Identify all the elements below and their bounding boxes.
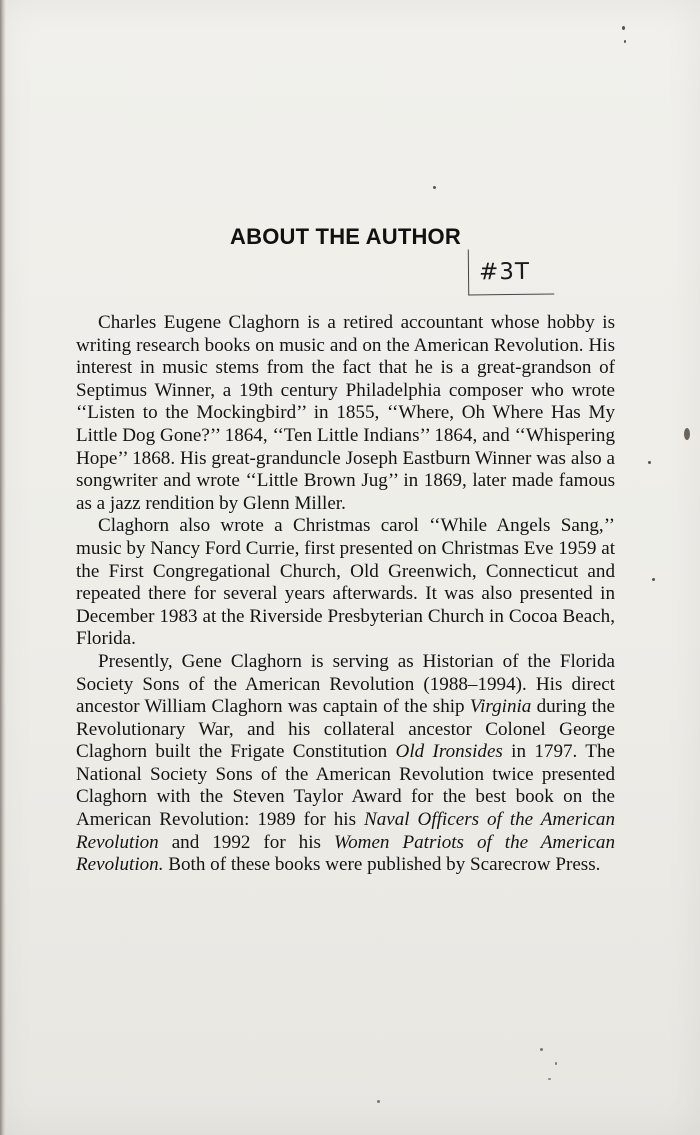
paper-speck	[433, 186, 436, 189]
paper-speck	[540, 1048, 543, 1051]
paper-speck	[377, 1100, 380, 1103]
paper-speck	[548, 1078, 551, 1080]
bio-paragraph-2: Claghorn also wrote a Christmas carol ‘‘While Angels Sang,’’ music by Nancy Ford Currie, first presented on Christmas Eve 1959 at the First Congregational Church, Old Greenwich, Connecticut and repeated there for several years afterwards. It was also presented in December 1983 at the Riverside Presbyterian Church in Cocoa Beach, Florida.	[76, 515, 615, 650]
paper-speck	[652, 578, 655, 581]
book-title-naval-officers: Naval Officers of the American Revolution	[76, 809, 615, 853]
bio-p3-text-b: during the Revolutionary War, and his collateral ancestor Colonel George Claghorn built the Frigate Constitution	[76, 696, 615, 763]
bio-p3-text-d: and 1992 for his	[158, 831, 334, 853]
paper-speck	[624, 40, 626, 43]
page-edge-shadow	[0, 0, 6, 1135]
bio-p3-text-c: in 1797. The National Society Sons of the American Revolution twice presented Claghorn with the Steven Taylor Award for the best book on the American Revolution: 1989 for his	[76, 741, 615, 831]
ship-nickname: Old Ironsides	[395, 741, 503, 763]
handwritten-note: #3T	[468, 249, 554, 296]
bio-p3-text-e: Both of these books were published by Scarecrow Press.	[163, 854, 601, 876]
page-title: ABOUT THE AUTHOR	[230, 224, 461, 249]
ship-name: Virginia	[469, 696, 532, 718]
bio-paragraph-1: Charles Eugene Claghorn is a retired accountant whose hobby is writing research books on music and on the American Revolution. His interest in music stems from the fact that he is a great-grandson of Septimus Winner, a 19th century Philadelphia composer who wrote ‘‘Listen to the Mockingbird’’ in 1855, ‘‘Where, Oh Where Has My Little Dog Gone?’’ 1864, ‘‘Ten Little Indians’’ 1864, and ‘‘Whispering Hope’’ 1868. His great-granduncle Joseph Eastburn Winner was also a songwriter and wrote ‘‘Little Brown Jug’’ in 1869, later made famous as a jazz rendition by Glenn Miller.	[76, 312, 615, 514]
paper-speck	[648, 461, 651, 464]
paper-speck	[622, 26, 625, 30]
paper-speck	[555, 1062, 557, 1065]
paper-speck	[684, 428, 690, 440]
author-bio	[76, 312, 615, 877]
bio-paragraph-3	[76, 651, 615, 877]
bio-p3-text-a: Presently, Gene Claghorn is serving as Historian of the Florida Society Sons of the American Revolution (1988–1994). His direct ancestor William Claghorn was captain of the ship	[76, 650, 615, 718]
book-title-women-patriots: Women Patriots of the American Revolution.	[76, 831, 615, 876]
